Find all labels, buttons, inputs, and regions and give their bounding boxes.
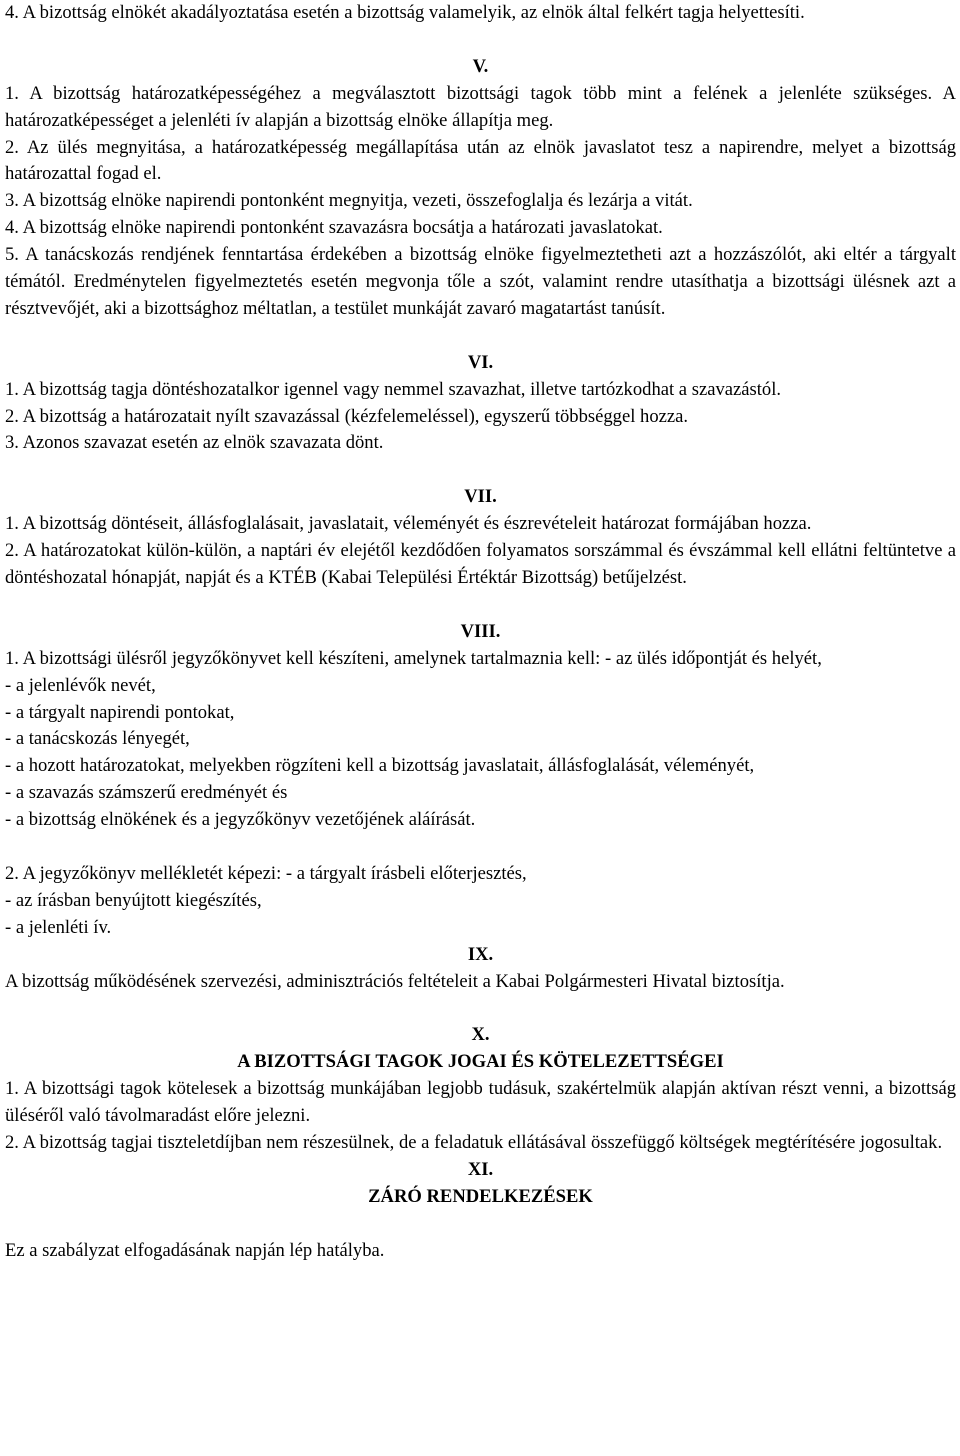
paragraph-x-2: 2. A bizottság tagjai tiszteletdíjban nem részesülnek, de a feladatuk ellátásával összefüggő költségek megtérítésére jogosultak. bbox=[5, 1131, 943, 1153]
spacer bbox=[5, 323, 956, 350]
paragraph-vi-1: 1. A bizottság tagja döntéshozatalkor igennel vagy nemmel szavazhat, illetve tartózkodhat a szavazástól. bbox=[5, 378, 782, 400]
list-item: - a tárgyalt napirendi pontokat, bbox=[5, 701, 235, 723]
spacer bbox=[5, 995, 956, 1022]
section-heading-vii: VII. bbox=[464, 486, 497, 508]
list-item: - a szavazás számszerű eredményét és bbox=[5, 782, 288, 804]
paragraph-ix-1: A bizottság működésének szervezési, adminisztrációs feltételeit a Kabai Polgármesteri Hivatal biztosítja. bbox=[5, 970, 785, 992]
paragraph-vi-2: 2. A bizottság a határozatait nyílt szavazással (kézfelemeléssel), egyszerű többséggel hozza. bbox=[5, 405, 689, 427]
spacer bbox=[5, 27, 956, 54]
list-item: - a bizottság elnökének és a jegyzőkönyv vezetőjének aláírását. bbox=[5, 809, 476, 831]
paragraph-viii-2: 2. A jegyzőkönyv mellékletét képezi: - a tárgyalt írásbeli előterjesztés, bbox=[5, 862, 527, 884]
section-subheading-x: A BIZOTTSÁGI TAGOK JOGAI ÉS KÖTELEZETTSÉGEI bbox=[237, 1051, 724, 1073]
paragraph-vii-1: 1. A bizottság döntéseit, állásfoglalásait, javaslatait, véleményét és észrevételeit határozat formájában hozza. bbox=[5, 513, 812, 535]
paragraph-viii-1: 1. A bizottsági ülésről jegyzőkönyvet kell készíteni, amelynek tartalmaznia kell: - az ülés időpontját és helyét, bbox=[5, 647, 822, 669]
paragraph-v-4: 4. A bizottság elnöke napirendi pontonként szavazásra bocsátja a határozati javaslatokat. bbox=[5, 217, 663, 239]
section-subheading-xi: ZÁRÓ RENDELKEZÉSEK bbox=[368, 1185, 593, 1207]
section-heading-x: X. bbox=[471, 1024, 490, 1046]
paragraph-vii-2: 2. A határozatokat külön-külön, a naptári év elejétől kezdődően folyamatos sorszámmal és évszámmal kell ellátni feltüntetve a döntéshozatal hónapját, napját és a KTÉB (Kabai Települési Értéktár Bizottság) betűjelzést. bbox=[5, 540, 956, 588]
paragraph-xi-1: Ez a szabályzat elfogadásának napján lép hatályba. bbox=[5, 1239, 385, 1261]
spacer bbox=[5, 592, 956, 619]
section-heading-vi: VI. bbox=[467, 351, 494, 373]
paragraph-v-2: 2. Az ülés megnyitása, a határozatképesség megállapítása után az elnök javaslatot tesz a napirendre, melyet a bizottság határozattal fogad el. bbox=[5, 136, 956, 185]
paragraph-iv-4: 4. A bizottság elnökét akadályoztatása esetén a bizottság valamelyik, az elnök által felkért tagja helyettesíti. bbox=[5, 2, 805, 23]
paragraph-v-1: 1. A bizottság határozatképességéhez a megválasztott bizottsági tagok több mint a felének a jelenléte szükséges. A határozatképességet a jelenléti ív alapján a bizottság elnöke állapítja meg. bbox=[5, 82, 956, 131]
section-heading-xi: XI. bbox=[467, 1158, 494, 1180]
section-heading-v: V. bbox=[472, 55, 489, 77]
paragraph-v-5: 5. A tanácskozás rendjének fenntartása érdekében a bizottság elnöke figyelmeztetheti azt a hozzászólót, aki eltér a tárgyalt témától. Eredménytelen figyelmeztetés esetén megvonja tőle a szót, valamint rendre utasíthatja a bizottsági ülésnek azt a résztvevőjét, aki a bizottsághoz méltatlan, a testület munkáját zavaró magatartást tanúsít. bbox=[5, 244, 956, 319]
list-item: - a tanácskozás lényegét, bbox=[5, 728, 190, 750]
spacer bbox=[5, 457, 956, 484]
spacer bbox=[5, 1211, 956, 1238]
section-heading-viii: VIII. bbox=[460, 620, 501, 642]
paragraph-x-1: 1. A bizottsági tagok kötelesek a bizottság munkájában legjobb tudásuk, szakértelmük alapján aktívan részt venni, a bizottság üléséről való távolmaradást előre jelezni. bbox=[5, 1078, 956, 1127]
list-item: - a jelenléti ív. bbox=[5, 916, 112, 938]
paragraph-v-3: 3. A bizottság elnöke napirendi pontonként megnyitja, vezeti, összefoglalja és lezárja a vitát. bbox=[5, 190, 693, 212]
list-item: - a jelenlévők nevét, bbox=[5, 674, 156, 696]
section-heading-ix: IX. bbox=[467, 943, 494, 965]
list-item: - a hozott határozatokat, melyekben rögzíteni kell a bizottság javaslatait, állásfoglalását, véleményét, bbox=[5, 755, 755, 777]
spacer bbox=[5, 834, 956, 861]
paragraph-vi-3: 3. Azonos szavazat esetén az elnök szavazata dönt. bbox=[5, 432, 384, 454]
list-item: - az írásban benyújtott kiegészítés, bbox=[5, 889, 262, 911]
